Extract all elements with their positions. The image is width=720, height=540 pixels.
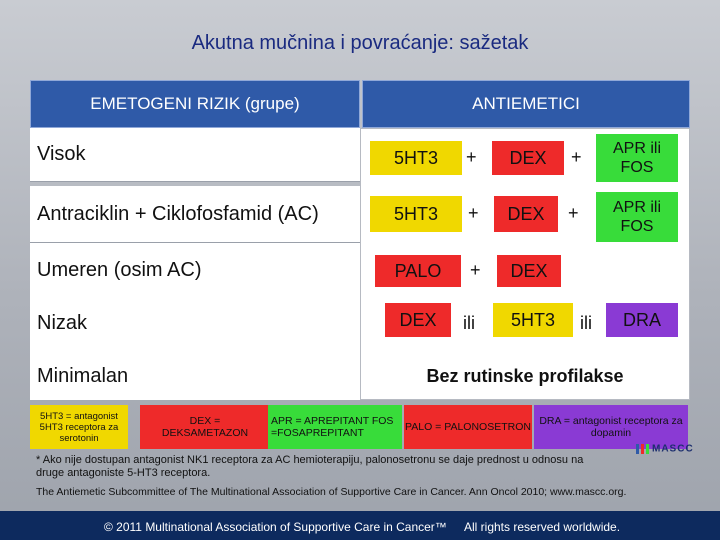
footer-rights: All rights reserved worldwide. [464,520,621,534]
risk-row-moderate [30,250,360,290]
plus-sign: + [568,203,579,223]
drug-dex: DEX [385,303,451,337]
slide-title: Akutna mučnina i povraćanje: sažetak [191,32,529,54]
risk-label: Antraciklin + Ciklofosfamid (AC) [37,202,319,225]
drug-dex: DEX [492,141,564,175]
risk-row-minimal [30,356,360,396]
mascc-logo [636,443,694,455]
risk-label: Umeren (osim AC) [37,258,202,281]
or-word: ili [580,313,592,333]
legend-dex: DEX = DEKSAMETAZON [161,415,249,439]
risk-label: Nizak [37,311,88,334]
drug-apr-fos: APR ili FOS [596,192,678,242]
legend-dra: DRA = antagonist receptora za dopamin [534,405,688,449]
drug-dex: DEX [497,255,561,287]
drug-dex: DEX [494,196,558,232]
drug-5ht3: 5HT3 [370,196,462,232]
risk-label: Minimalan [37,364,129,387]
header-antiemetics: ANTIEMETICI [362,80,690,128]
drug-palo: PALO [375,255,461,287]
drug-5ht3: 5HT3 [370,141,462,175]
risk-row-low [30,303,360,343]
or-word: ili [463,313,475,333]
risk-row-high [30,128,360,182]
plus-sign: + [470,260,481,280]
risk-label: Visok [37,143,86,165]
plus-sign: + [468,203,479,223]
plus-sign: + [571,147,582,167]
legend-apr-fos: APR = APREPITANT FOS =FOSAPREPITANT [268,405,402,449]
drug-5ht3: 5HT3 [493,303,573,337]
citation: The Antiemetic Subcommittee of The Multinational Association of Supportive Care in Cancer. Ann Oncol 2010; www.mascc.org. [36,486,627,498]
plus-sign: + [466,147,477,167]
risk-row-ac [30,186,360,243]
no-prophylaxis-text: Bez rutinske profilakse [426,366,624,386]
footnote: * Ako nije dostupan antagonist NK1 receptora za AC hemioterapiju, palonosetronu se daje prednost u odnosu na druge antagoniste 5-HT3 receptora. [36,454,584,479]
logo-text: MASCC [652,443,694,455]
footer-copyright: © 2011 Multinational Association of Supportive Care in Cancer™ [104,520,447,534]
drug-dra: DRA [606,303,678,337]
footer-bar [0,511,720,540]
drug-apr-fos: APR ili FOS [596,134,678,182]
header-emetogenic-risk: EMETOGENI RIZIK (grupe) [30,80,360,128]
legend-5ht3: 5HT3 = antagonist 5HT3 receptora za serotonin [30,405,128,449]
legend-palo: PALO = PALONOSETRON [404,405,532,449]
logo-mark-icon [636,443,650,455]
